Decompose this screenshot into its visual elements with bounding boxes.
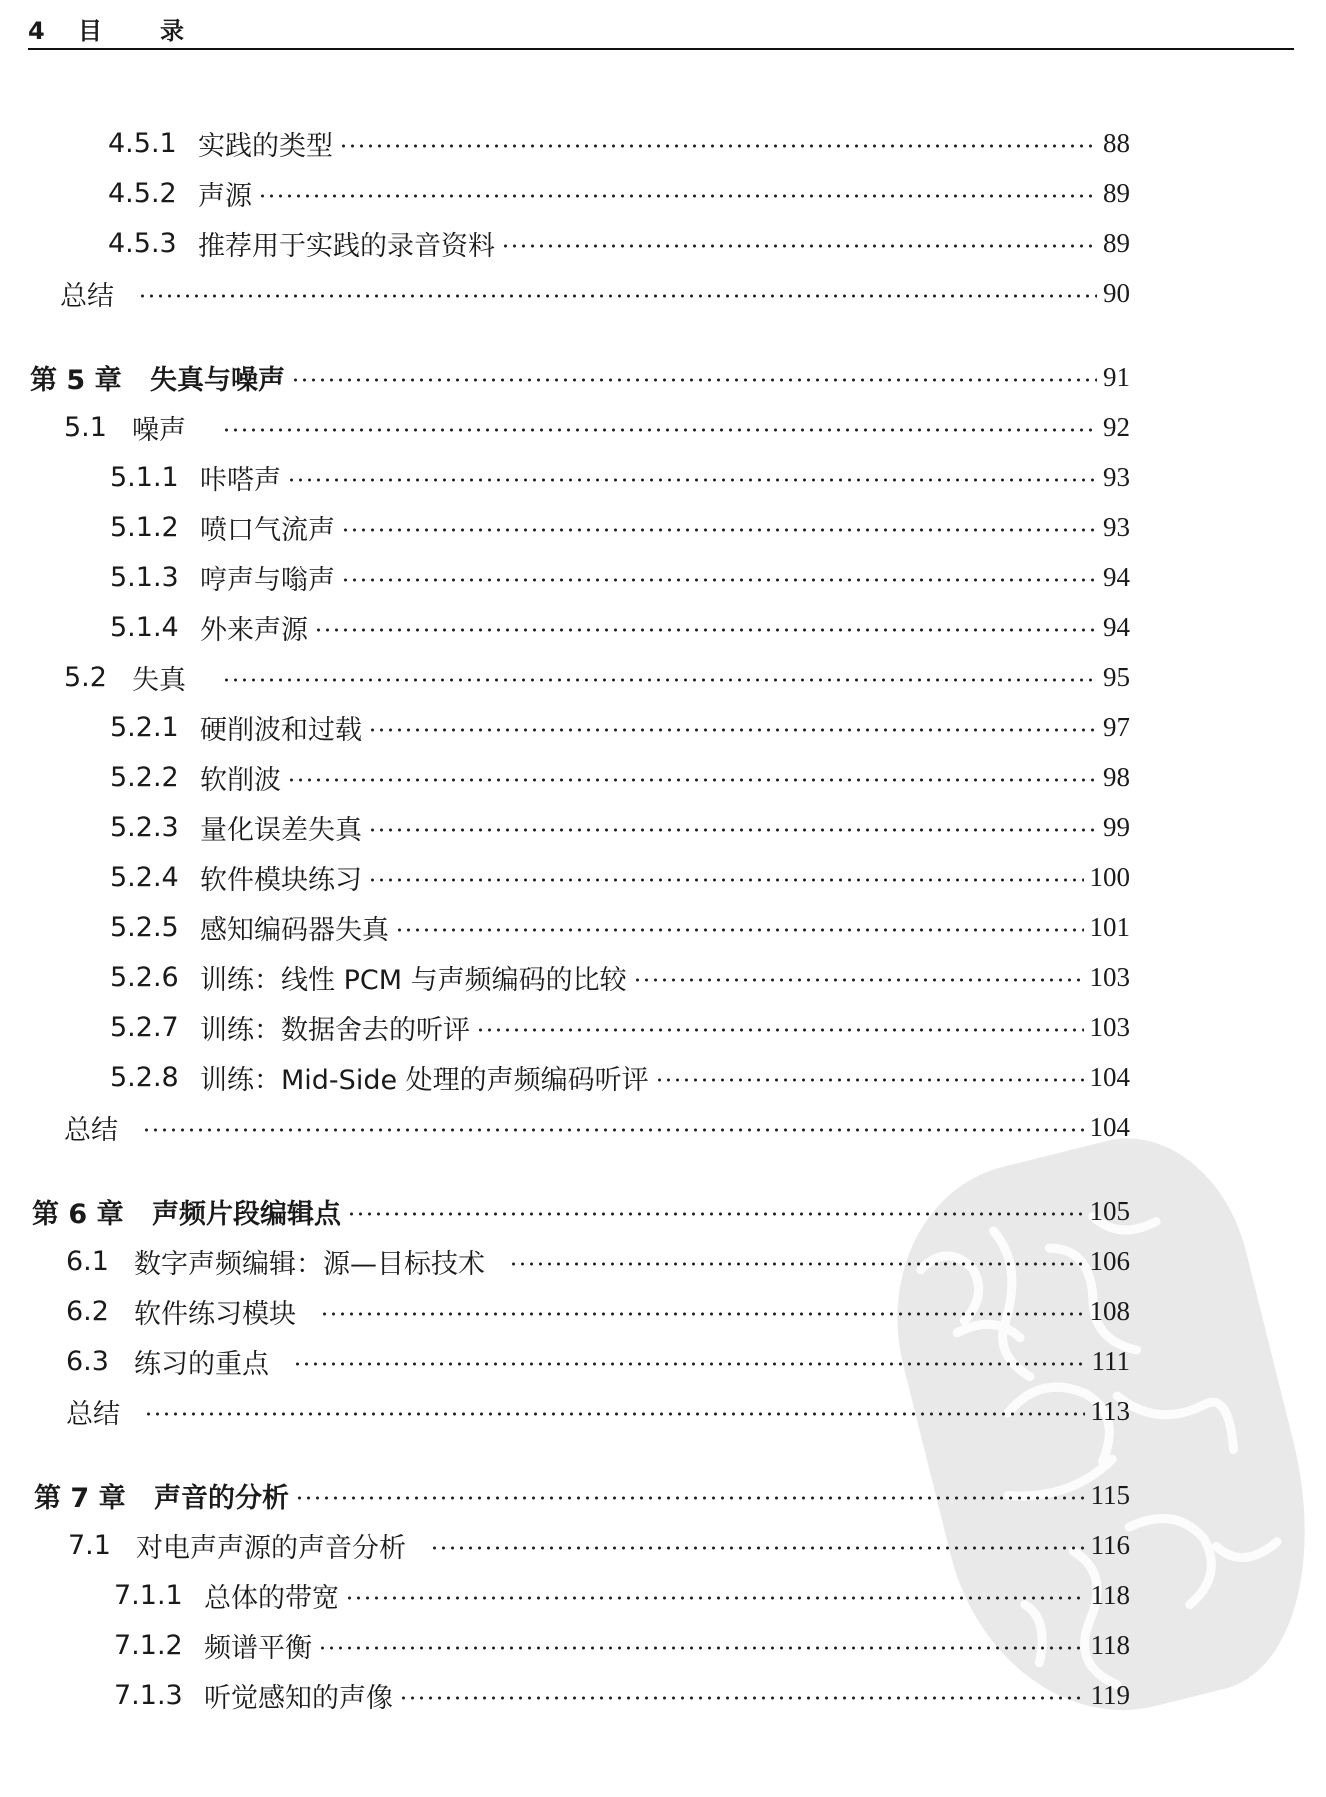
entry-number: 5.1.2 <box>110 511 179 543</box>
dot-leader <box>368 878 1084 882</box>
entry-number: 7.1.2 <box>114 1629 183 1661</box>
toc-entry <box>110 752 1130 802</box>
entry-title: 外来声源 <box>200 614 308 646</box>
entry-page: 91 <box>1103 361 1130 392</box>
entry-number: 4.5.1 <box>108 127 177 159</box>
dot-leader <box>314 628 1097 632</box>
entry-title: 对电声声源的声音分析 <box>136 1532 406 1564</box>
dot-leader <box>501 244 1097 248</box>
entry-page: 105 <box>1089 1195 1130 1226</box>
entry-number: 5.1.1 <box>110 461 179 493</box>
toc-entry <box>64 402 1130 452</box>
entry-page: 116 <box>1090 1529 1130 1560</box>
entry-number: 7.1 <box>68 1529 111 1561</box>
entry-number: 5.2.2 <box>110 761 179 793</box>
entry-number: 5.2.1 <box>110 711 179 743</box>
dot-leader <box>295 1496 1085 1500</box>
entry-number: 6.3 <box>66 1345 109 1377</box>
toc-entry <box>64 652 1130 702</box>
entry-number: 5.1.3 <box>110 561 179 593</box>
entry-title: 软件练习模块 <box>134 1298 296 1330</box>
entry-number: 5.2.7 <box>110 1011 179 1043</box>
entry-page: 97 <box>1103 711 1130 742</box>
dot-leader <box>368 728 1097 732</box>
dot-leader <box>222 678 1097 682</box>
dot-leader <box>258 194 1097 198</box>
dot-leader <box>341 578 1097 582</box>
entry-title: 软削波 <box>200 764 281 796</box>
dot-leader <box>395 928 1084 932</box>
entry-title: 总体的带宽 <box>204 1582 339 1614</box>
entry-page: 115 <box>1090 1479 1130 1510</box>
toc-entry <box>110 1002 1130 1052</box>
entry-title: 训练：Mid-Side 处理的声频编码听评 <box>200 1064 649 1096</box>
chapter-title: 失真与噪声 <box>150 364 285 396</box>
entry-title: 训练：线性 PCM 与声频编码的比较 <box>200 964 627 996</box>
entry-page: 89 <box>1103 177 1130 208</box>
entry-page: 90 <box>1103 277 1130 308</box>
entry-title: 硬削波和过载 <box>200 714 362 746</box>
toc-entry <box>114 1620 1130 1670</box>
entry-page: 108 <box>1089 1295 1130 1326</box>
entry-page: 89 <box>1103 227 1130 258</box>
chapter-number: 第 5 章 <box>30 364 122 396</box>
entry-page: 103 <box>1089 961 1130 992</box>
dot-leader <box>655 1078 1084 1082</box>
toc-entry <box>110 952 1130 1002</box>
entry-title: 哼声与嗡声 <box>200 564 335 596</box>
toc-entry <box>66 1336 1130 1386</box>
chapter-title: 声音的分析 <box>154 1482 289 1514</box>
dot-leader <box>320 1312 1084 1316</box>
entry-page: 93 <box>1103 461 1130 492</box>
entry-title: 实践的类型 <box>198 130 333 162</box>
entry-title: 数字声频编辑：源—目标技术 <box>134 1248 485 1280</box>
dot-leader <box>339 144 1097 148</box>
chapter-number: 第 6 章 <box>32 1198 124 1230</box>
toc-entry <box>108 118 1130 168</box>
entry-title: 总结 <box>64 1114 118 1146</box>
toc-entry <box>110 502 1130 552</box>
toc-entry <box>66 1286 1130 1336</box>
toc-entry <box>110 902 1130 952</box>
dot-leader <box>341 528 1097 532</box>
toc-entry <box>68 1520 1130 1570</box>
dot-leader <box>287 478 1097 482</box>
toc-entry-summary <box>60 268 1130 318</box>
entry-page: 118 <box>1090 1629 1130 1660</box>
entry-page: 101 <box>1089 911 1130 942</box>
toc-entry <box>108 218 1130 268</box>
entry-page: 92 <box>1103 411 1130 442</box>
entry-title: 声源 <box>198 180 252 212</box>
entry-number: 5.1.4 <box>110 611 179 643</box>
toc-chapter-entry <box>30 352 1130 402</box>
entry-title: 总结 <box>60 280 114 312</box>
dot-leader <box>430 1546 1085 1550</box>
entry-page: 100 <box>1089 861 1130 892</box>
entry-title: 听觉感知的声像 <box>204 1682 393 1714</box>
dot-leader <box>633 978 1084 982</box>
entry-page: 103 <box>1089 1011 1130 1042</box>
entry-number: 7.1.3 <box>114 1679 183 1711</box>
entry-page: 118 <box>1090 1579 1130 1610</box>
entry-title: 量化误差失真 <box>200 814 362 846</box>
entry-page: 99 <box>1103 811 1130 842</box>
header-page-number: 4 <box>28 17 45 45</box>
toc-entry <box>110 602 1130 652</box>
dot-leader <box>142 1128 1084 1132</box>
entry-number: 4.5.2 <box>108 177 177 209</box>
entry-number: 5.2.6 <box>110 961 179 993</box>
toc-entry <box>114 1670 1130 1720</box>
dot-leader <box>368 828 1097 832</box>
entry-page: 104 <box>1089 1061 1130 1092</box>
entry-page: 95 <box>1103 661 1130 692</box>
entry-number: 7.1.1 <box>114 1579 183 1611</box>
header-title: 目录 <box>78 17 242 45</box>
entry-title: 总结 <box>66 1398 120 1430</box>
dot-leader <box>345 1596 1085 1600</box>
dot-leader <box>318 1646 1085 1650</box>
entry-page: 113 <box>1090 1395 1130 1426</box>
entry-number: 5.2.4 <box>110 861 179 893</box>
dot-leader <box>222 428 1097 432</box>
dot-leader <box>291 378 1097 382</box>
dot-leader <box>476 1028 1084 1032</box>
entry-number: 5.2 <box>64 661 107 693</box>
toc-entry <box>108 168 1130 218</box>
toc-entry <box>66 1236 1130 1286</box>
entry-title: 推荐用于实践的录音资料 <box>198 230 495 262</box>
entry-number: 5.2.8 <box>110 1061 179 1093</box>
dot-leader <box>347 1212 1084 1216</box>
toc-entry <box>110 702 1130 752</box>
toc-entry <box>110 552 1130 602</box>
toc-chapter-entry <box>32 1186 1130 1236</box>
toc-entry <box>114 1570 1130 1620</box>
entry-number: 6.1 <box>66 1245 109 1277</box>
entry-page: 94 <box>1103 611 1130 642</box>
entry-title: 咔嗒声 <box>200 464 281 496</box>
entry-number: 4.5.3 <box>108 227 177 259</box>
entry-page: 93 <box>1103 511 1130 542</box>
entry-number: 5.2.5 <box>110 911 179 943</box>
dot-leader <box>399 1696 1085 1700</box>
dot-leader <box>144 1412 1085 1416</box>
toc-entry <box>110 1052 1130 1102</box>
entry-page: 98 <box>1103 761 1130 792</box>
entry-title: 喷口气流声 <box>200 514 335 546</box>
entry-title: 失真 <box>132 664 186 696</box>
entry-page: 119 <box>1090 1679 1130 1710</box>
entry-page: 94 <box>1103 561 1130 592</box>
toc-entry-summary <box>66 1386 1130 1436</box>
dot-leader <box>138 294 1097 298</box>
dot-leader <box>509 1262 1084 1266</box>
entry-number: 6.2 <box>66 1295 109 1327</box>
dot-leader <box>287 778 1097 782</box>
toc-entry-summary <box>64 1102 1130 1152</box>
entry-title: 训练：数据舍去的听评 <box>200 1014 470 1046</box>
toc-entry <box>110 802 1130 852</box>
entry-number: 5.1 <box>64 411 107 443</box>
entry-title: 噪声 <box>132 414 186 446</box>
entry-page: 88 <box>1103 127 1130 158</box>
toc-entry <box>110 452 1130 502</box>
chapter-number: 第 7 章 <box>34 1482 126 1514</box>
entry-title: 感知编码器失真 <box>200 914 389 946</box>
dot-leader <box>293 1362 1086 1366</box>
toc-entry <box>110 852 1130 902</box>
running-header <box>28 14 1294 50</box>
toc-chapter-entry <box>34 1470 1130 1520</box>
entry-page: 104 <box>1089 1111 1130 1142</box>
entry-page: 106 <box>1089 1245 1130 1276</box>
chapter-title: 声频片段编辑点 <box>152 1198 341 1230</box>
entry-title: 软件模块练习 <box>200 864 362 896</box>
entry-title: 频谱平衡 <box>204 1632 312 1664</box>
entry-page: 111 <box>1091 1345 1130 1376</box>
entry-number: 5.2.3 <box>110 811 179 843</box>
entry-title: 练习的重点 <box>134 1348 269 1380</box>
